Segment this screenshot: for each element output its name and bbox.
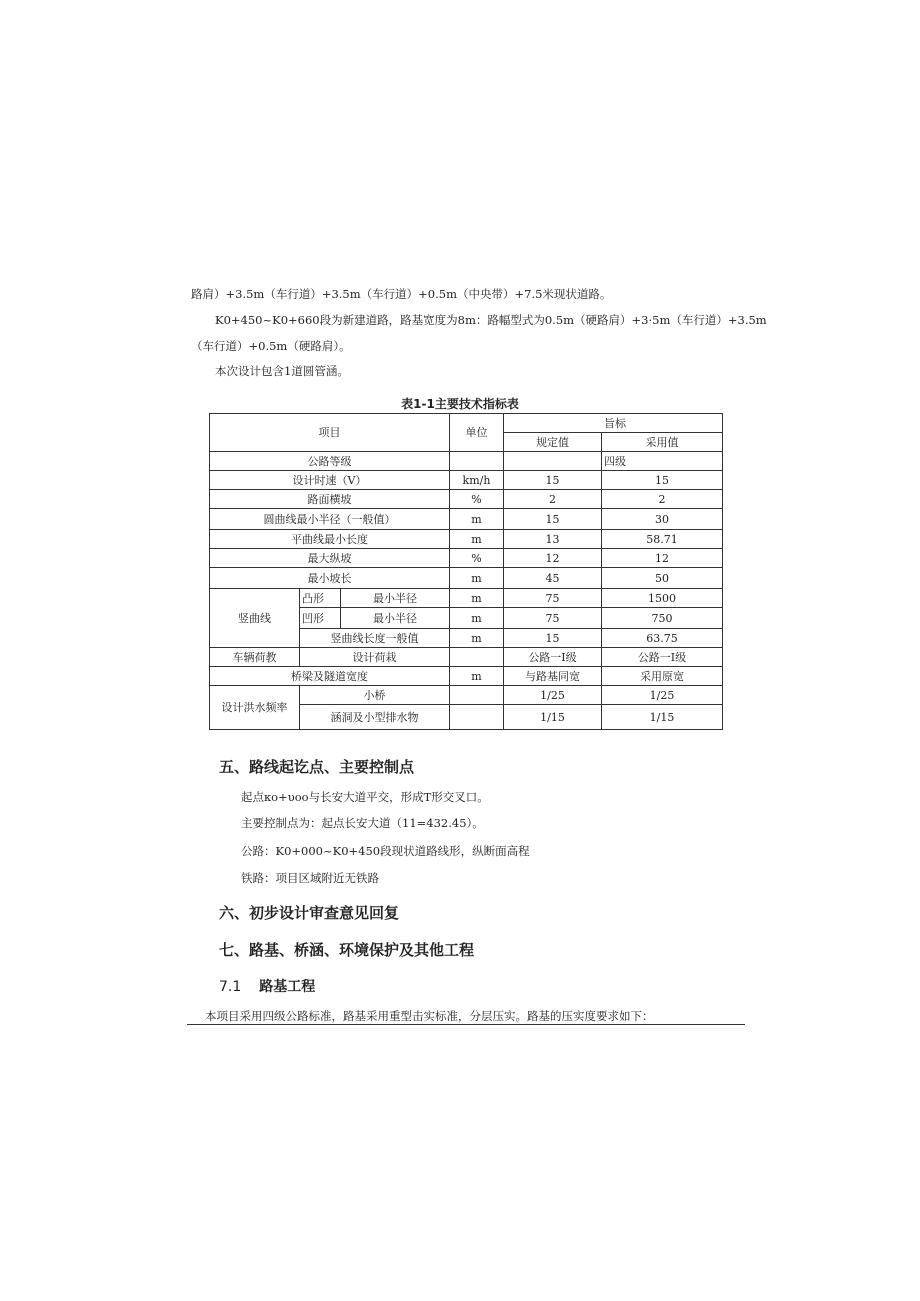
row-adopted: 1/15 xyxy=(602,705,723,730)
table-row xyxy=(210,509,723,530)
highway-text: 公路：K0+000~K0+450段现状道路线形，纵断面高程 xyxy=(241,844,530,858)
table-row xyxy=(210,568,723,589)
row-item: 涵洞及小型排水物 xyxy=(300,705,450,730)
row-item: 桥梁及隧道宽度 xyxy=(210,667,450,686)
convex-shape: 凸形 xyxy=(300,589,341,608)
row-adopted: 50 xyxy=(602,568,723,589)
row-unit: m xyxy=(450,608,504,629)
table-row xyxy=(210,490,723,509)
paragraph-new-road: K0+450~K0+660段为新建道路，路基宽度为8m：路幅型式为0.5m（硬路肩）+3·5m（车行道）+3.5m xyxy=(215,313,767,327)
paragraph-road-continuation: 路肩）+3.5m（车行道）+3.5m（车行道）+0.5m（中央带）+7.5米现状道路。 xyxy=(191,287,612,301)
control-point-text: 主要控制点为：起点长安大道（11=432.45）。 xyxy=(241,816,484,830)
row-item: 最小半径 xyxy=(341,608,450,629)
row-adopted: 58.71 xyxy=(602,530,723,549)
header-spec: 规定值 xyxy=(504,433,602,452)
row-spec: 15 xyxy=(504,509,602,530)
row-unit xyxy=(450,648,504,667)
row-unit: % xyxy=(450,549,504,568)
row-unit: m xyxy=(450,629,504,648)
table-row xyxy=(210,589,723,608)
header-unit: 单位 xyxy=(450,414,504,452)
section-7-1-title: 路基工程 xyxy=(259,979,316,995)
row-item: 平曲线最小长度 xyxy=(210,530,450,549)
row-adopted: 1/25 xyxy=(602,686,723,705)
header-item: 项目 xyxy=(210,414,450,452)
row-adopted: 公路一I级 xyxy=(602,648,723,667)
paragraph-new-road-cont: （车行道）+0.5m（硬路肩）。 xyxy=(191,339,351,353)
row-adopted: 采用原宽 xyxy=(602,667,723,686)
row-spec: 1/15 xyxy=(504,705,602,730)
row-unit: m xyxy=(450,568,504,589)
row-unit: m xyxy=(450,509,504,530)
row-adopted: 15 xyxy=(602,471,723,490)
row-spec: 13 xyxy=(504,530,602,549)
vehicle-load-label: 车辆荷教 xyxy=(210,648,300,667)
row-spec: 公路一I级 xyxy=(504,648,602,667)
section-6-heading: 六、初步设计审查意见回复 xyxy=(219,904,400,922)
row-spec: 15 xyxy=(504,471,602,490)
row-item: 路面横坡 xyxy=(210,490,450,509)
header-index: 旨标 xyxy=(504,414,723,433)
row-spec: 1/25 xyxy=(504,686,602,705)
table-row xyxy=(210,667,723,686)
section-7-heading: 七、路基、桥涵、环境保护及其他工程 xyxy=(219,941,475,959)
row-adopted: 四级 xyxy=(602,452,723,471)
section-7-1-heading xyxy=(219,976,315,996)
row-spec: 45 xyxy=(504,568,602,589)
row-adopted: 63.75 xyxy=(602,629,723,648)
row-item: 公路等级 xyxy=(210,452,450,471)
row-spec xyxy=(504,452,602,471)
railway-text: 铁路：项目区域附近无铁路 xyxy=(241,871,379,885)
row-item: 圆曲线最小半径（一般值） xyxy=(210,509,450,530)
footer-rule xyxy=(187,1024,745,1025)
row-item: 设计时速（V） xyxy=(210,471,450,490)
technical-index-table xyxy=(209,413,723,730)
header-adopted: 采用值 xyxy=(602,433,723,452)
row-item: 小桥 xyxy=(300,686,450,705)
row-item: 竖曲线长度一般值 xyxy=(300,629,450,648)
row-unit: % xyxy=(450,490,504,509)
table-caption: 表1-1主要技术指标表 xyxy=(401,397,519,411)
row-adopted: 12 xyxy=(602,549,723,568)
row-spec: 15 xyxy=(504,629,602,648)
row-spec: 与路基同宽 xyxy=(504,667,602,686)
row-unit: km/h xyxy=(450,471,504,490)
row-spec: 12 xyxy=(504,549,602,568)
subgrade-text: 本项目采用四级公路标准，路基采用重型击实标准，分层压实。路基的压实度要求如下： xyxy=(205,1009,654,1023)
row-unit xyxy=(450,686,504,705)
table-row xyxy=(210,452,723,471)
vertical-curve-label: 竖曲线 xyxy=(210,589,300,648)
row-adopted: 1500 xyxy=(602,589,723,608)
row-item: 最小坡长 xyxy=(210,568,450,589)
section-7-1-number: 7.1 xyxy=(219,979,242,995)
flood-frequency-label: 设计洪水频率 xyxy=(210,686,300,730)
table-row xyxy=(210,530,723,549)
row-adopted: 750 xyxy=(602,608,723,629)
section-5-heading: 五、路线起讫点、主要控制点 xyxy=(219,758,415,776)
row-unit: m xyxy=(450,589,504,608)
row-unit: m xyxy=(450,530,504,549)
table-row xyxy=(210,471,723,490)
row-item: 最小半径 xyxy=(341,589,450,608)
table-row xyxy=(210,648,723,667)
row-spec: 2 xyxy=(504,490,602,509)
row-unit xyxy=(450,452,504,471)
table-row xyxy=(210,549,723,568)
concave-shape: 凹形 xyxy=(300,608,341,629)
start-point-text: 起点κo+υoo与长安大道平交，形成T形交叉口。 xyxy=(241,790,489,804)
paragraph-culvert: 本次设计包含1道圆管涵。 xyxy=(215,364,349,378)
row-unit: m xyxy=(450,667,504,686)
table-header-row xyxy=(210,414,723,433)
table-row xyxy=(210,686,723,705)
row-spec: 75 xyxy=(504,608,602,629)
row-item: 最大纵坡 xyxy=(210,549,450,568)
row-item: 设计荷栽 xyxy=(300,648,450,667)
row-unit xyxy=(450,705,504,730)
row-spec: 75 xyxy=(504,589,602,608)
row-adopted: 30 xyxy=(602,509,723,530)
row-adopted: 2 xyxy=(602,490,723,509)
